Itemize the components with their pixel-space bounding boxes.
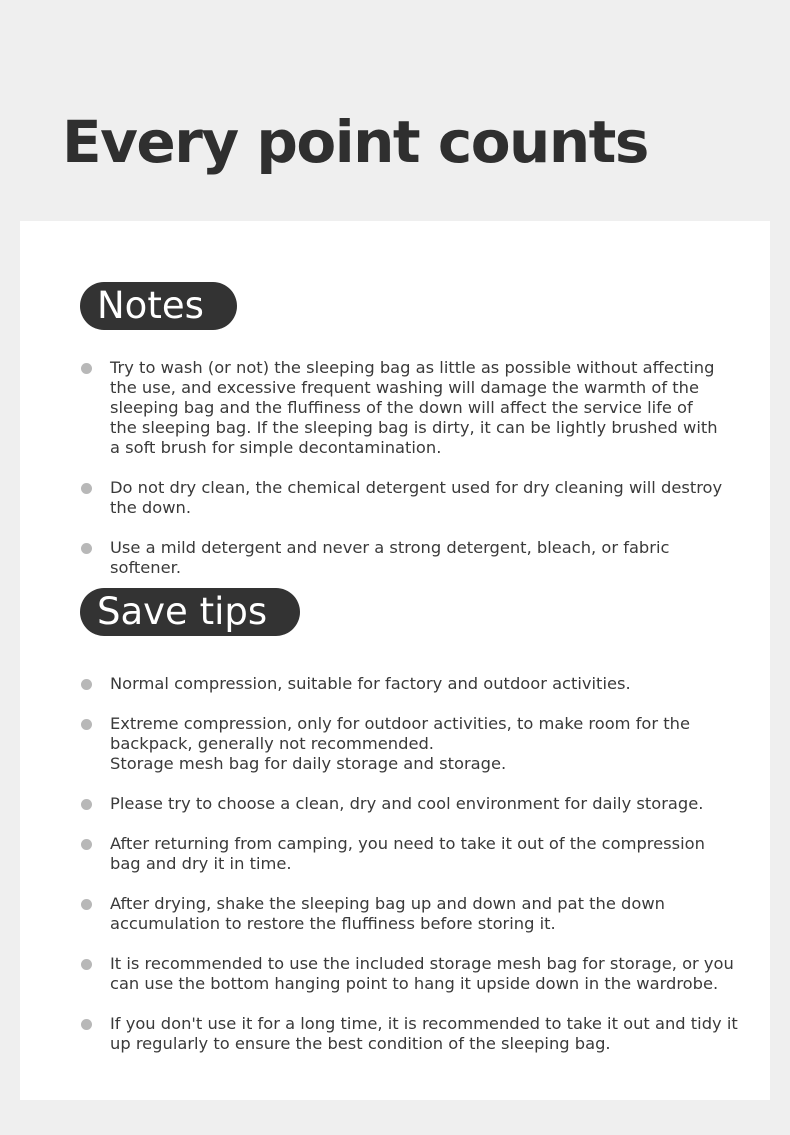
- list-item-text: Normal compression, suitable for factory and outdoor activities.: [110, 674, 631, 693]
- list-item-text: Extreme compression, only for outdoor activities, to make room for the: [110, 714, 690, 733]
- list-item-text: backpack, generally not recommended.: [110, 734, 434, 753]
- page-title: Every point counts: [62, 108, 648, 176]
- bullet-icon: [81, 483, 92, 494]
- list-item-text: Storage mesh bag for daily storage and storage.: [110, 754, 507, 773]
- list-item: [20, 794, 770, 814]
- list-item-text: accumulation to restore the fluffiness before storing it.: [110, 914, 556, 933]
- notes-list: [20, 358, 770, 598]
- list-item: [20, 538, 770, 578]
- bullet-icon: [81, 799, 92, 810]
- bullet-icon: [81, 899, 92, 910]
- list-item: [20, 674, 770, 694]
- list-item: [20, 1014, 770, 1054]
- list-item: [20, 894, 770, 934]
- save-tips-list: [20, 674, 770, 1074]
- list-item: [20, 714, 770, 774]
- bullet-icon: [81, 1019, 92, 1030]
- list-item-text: If you don't use it for a long time, it is recommended to take it out and tidy it: [110, 1014, 738, 1033]
- list-item: [20, 358, 770, 458]
- list-item: [20, 478, 770, 518]
- bullet-icon: [81, 719, 92, 730]
- list-item-text: sleeping bag and the fluffiness of the down will affect the service life of: [110, 398, 693, 417]
- bullet-icon: [81, 363, 92, 374]
- list-item-text: Use a mild detergent and never a strong detergent, bleach, or fabric: [110, 538, 670, 557]
- list-item-text: the down.: [110, 498, 192, 517]
- bullet-icon: [81, 543, 92, 554]
- list-item-text: softener.: [110, 558, 181, 577]
- list-item-text: the use, and excessive frequent washing will damage the warmth of the: [110, 378, 699, 397]
- bullet-icon: [81, 679, 92, 690]
- list-item-text: Do not dry clean, the chemical detergent used for dry cleaning will destroy: [110, 478, 723, 497]
- bullet-icon: [81, 959, 92, 970]
- list-item: [20, 834, 770, 874]
- list-item-text: the sleeping bag. If the sleeping bag is dirty, it can be lightly brushed with: [110, 418, 718, 437]
- list-item-text: bag and dry it in time.: [110, 854, 292, 873]
- list-item-text: up regularly to ensure the best condition of the sleeping bag.: [110, 1034, 611, 1053]
- list-item-text: a soft brush for simple decontamination.: [110, 438, 442, 457]
- notes-heading: Notes: [80, 282, 237, 330]
- save-tips-heading: Save tips: [80, 588, 300, 636]
- list-item-text: After drying, shake the sleeping bag up and down and pat the down: [110, 894, 665, 913]
- list-item: [20, 954, 770, 994]
- content-card: [20, 221, 770, 1100]
- list-item-text: Try to wash (or not) the sleeping bag as little as possible without affecting: [110, 358, 715, 377]
- list-item-text: After returning from camping, you need to take it out of the compression: [110, 834, 705, 853]
- list-item-text: can use the bottom hanging point to hang it upside down in the wardrobe.: [110, 974, 719, 993]
- list-item-text: Please try to choose a clean, dry and cool environment for daily storage.: [110, 794, 704, 813]
- list-item-text: It is recommended to use the included storage mesh bag for storage, or you: [110, 954, 734, 973]
- bullet-icon: [81, 839, 92, 850]
